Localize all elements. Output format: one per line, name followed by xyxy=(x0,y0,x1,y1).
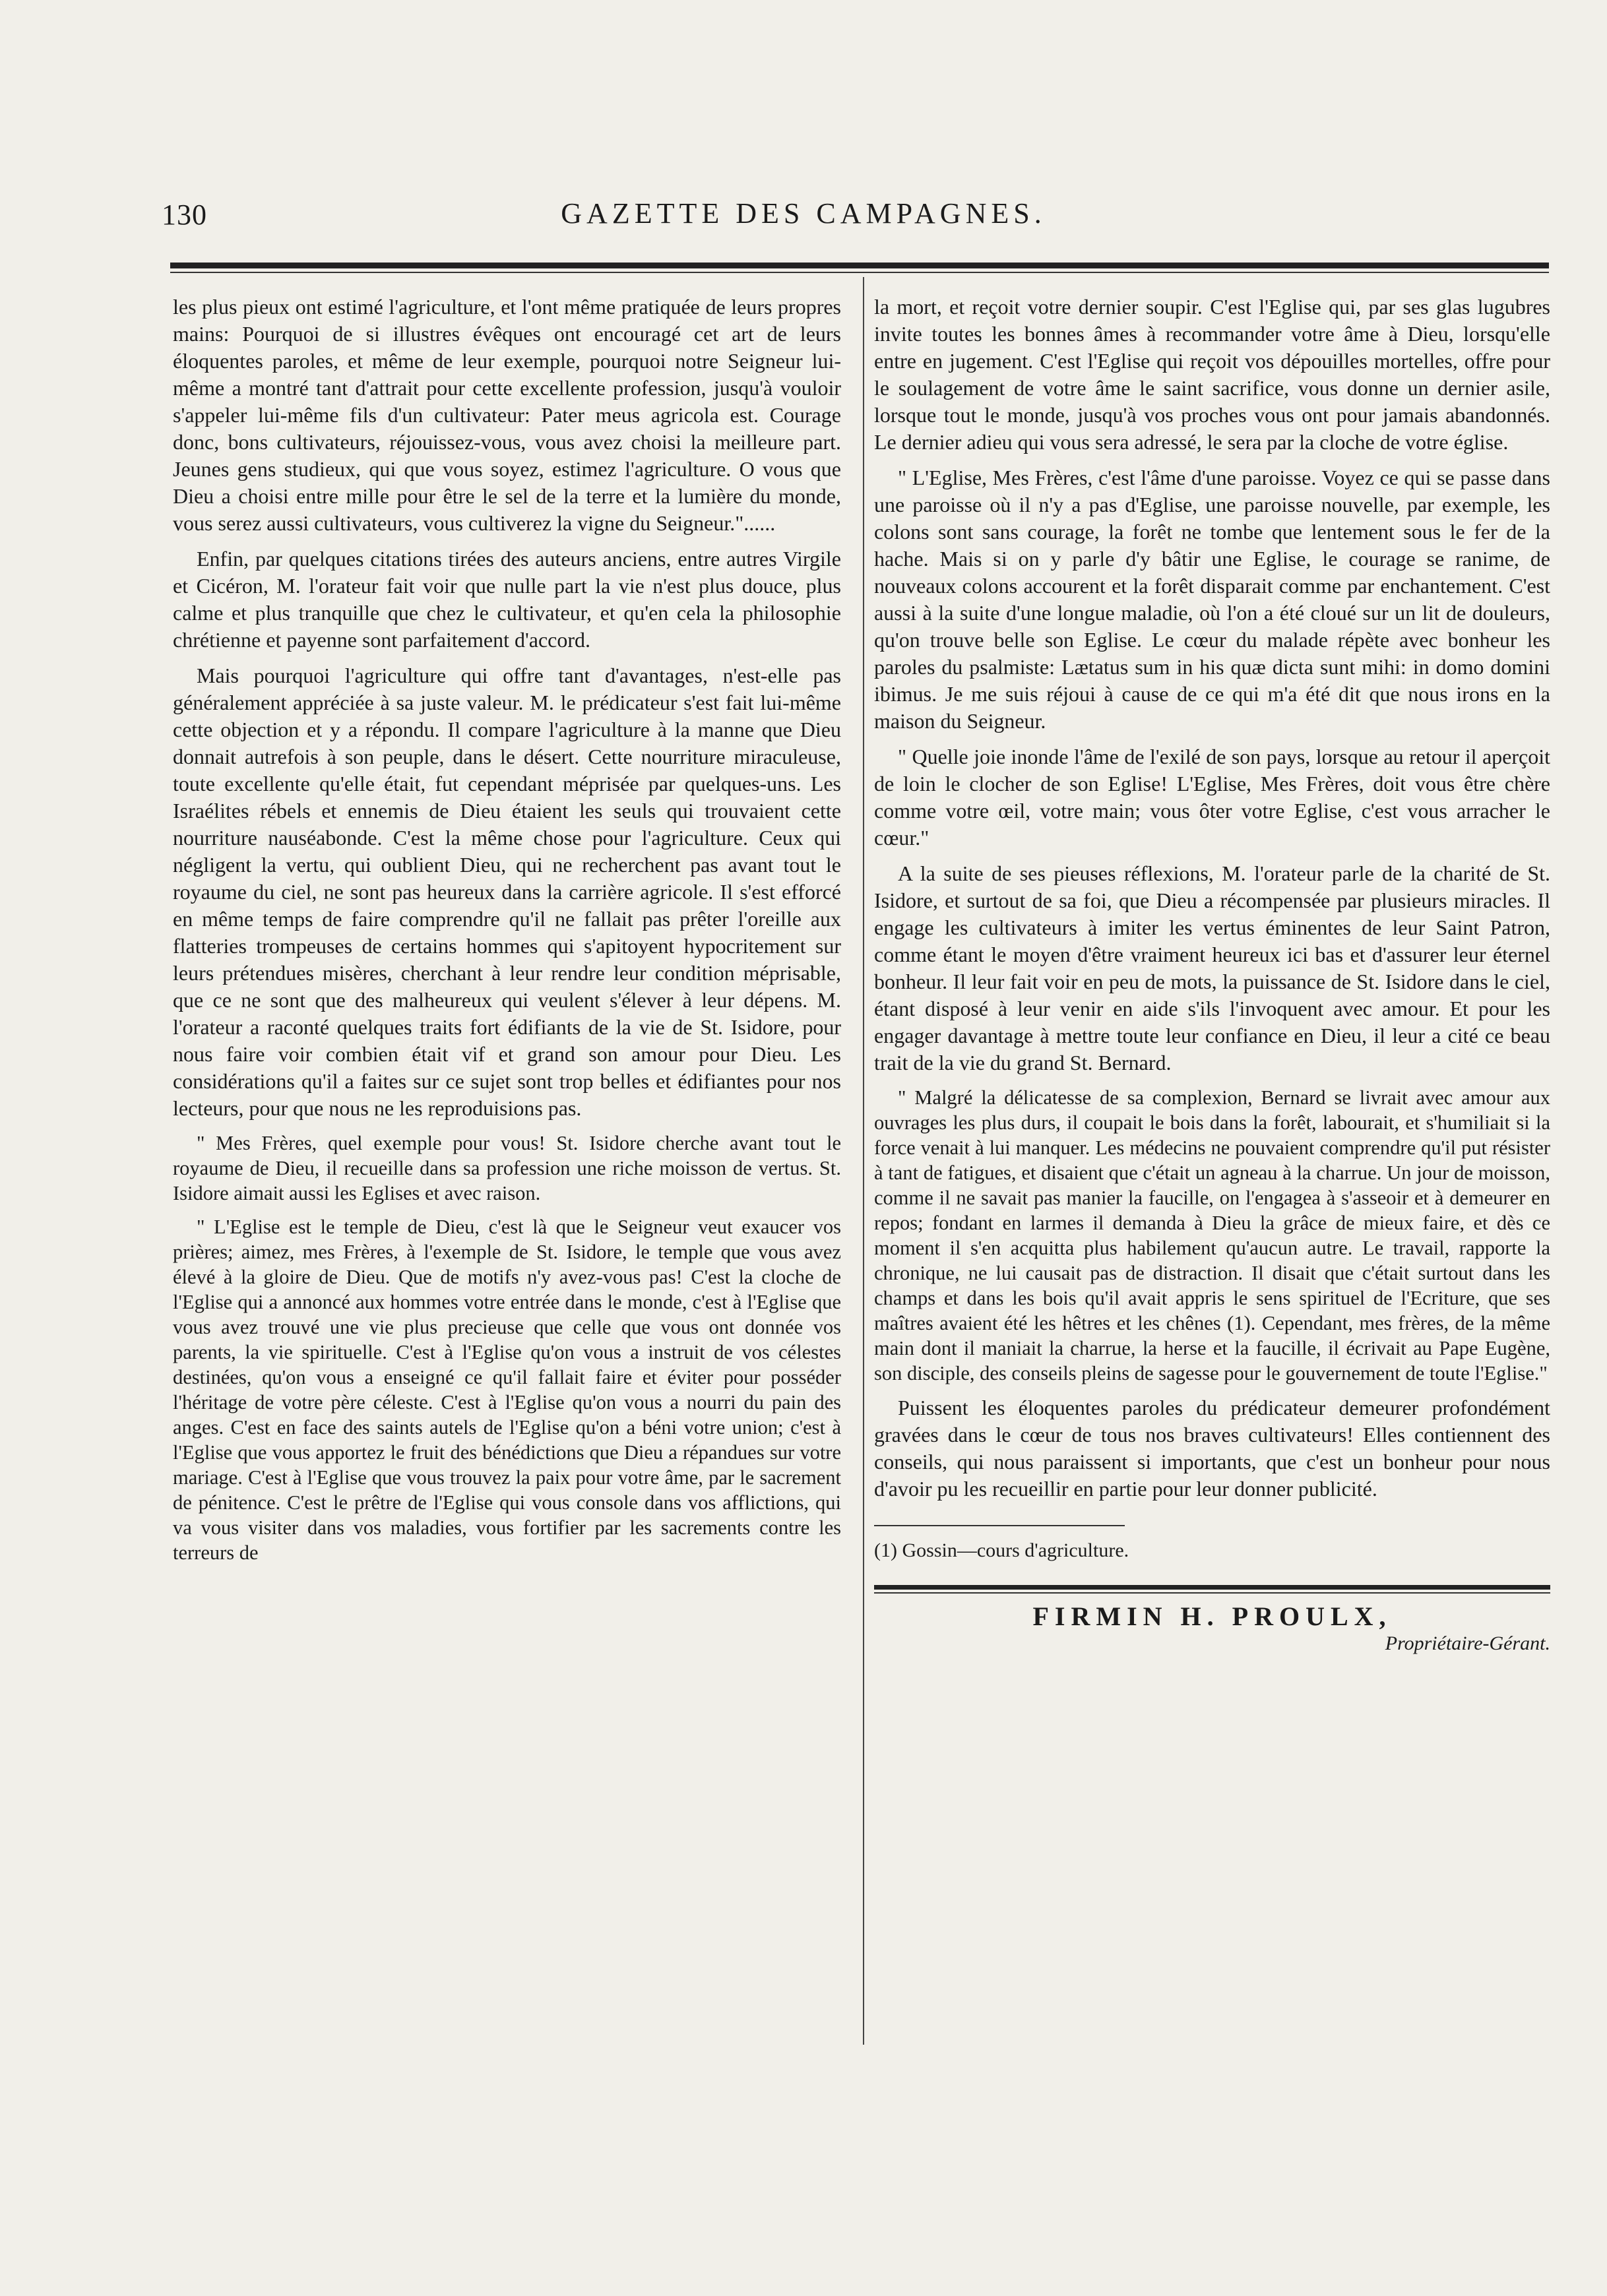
header-rule-thin xyxy=(170,272,1549,273)
footnote: (1) Gossin—cours d'agriculture. xyxy=(874,1539,1129,1561)
signature-title: Propriétaire-Gérant. xyxy=(1385,1632,1550,1654)
masthead-title: GAZETTE DES CAMPAGNES. xyxy=(561,197,1046,230)
footnote-rule xyxy=(874,1525,1125,1526)
left-paragraph-3: Mais pourquoi l'agriculture qui offre tant d'avantages, n'est-elle pas généralement appréciée à sa juste valeur. M. le prédicateur s'est fait lui-même cette objection et y a répondu. Il compare l'agriculture à la manne que Dieu donnait autrefois à son peuple, dans le désert. Cette nourriture miraculeuse, toute excellente qu'elle était, fut cependant méprisée par quelques-uns. Les Israélites rébels et ennemis de Dieu étaient les seuls qui trouvaient cette nourriture nauséabonde. C'est la même chose pour l'agriculture. Ceux qui négligent la vertu, qui oublient Dieu, qui ne recherchent pas avant tout le royaume du ciel, ne sont pas heureux dans la carrière agricole. Il s'est efforcé en même temps de faire comprendre qu'il ne fallait pas prêter l'oreille aux flatteries trompeuses de certains hommes qui s'apitoyent hypocritement sur leurs prétendues misères, cherchant à leur rendre leur condition méprisable, que ce ne sont que des malheureux qui veulent s'élever à leur dépens. M. l'orateur a raconté quelques traits fort édifiants de la vie de St. Isidore, pour nous faire voir combien était vif et grand son amour pour Dieu. Les considérations qu'il a faites sur ce sujet sont trop belles et édifiantes pour nos lecteurs, pour que nous ne les reproduisions pas. xyxy=(173,664,841,1120)
right-column xyxy=(874,294,1550,1657)
left-paragraph-5: " L'Eglise est le temple de Dieu, c'est là que le Seigneur veut exaucer vos prières; aimez, mes Frères, à l'exemple de St. Isidore, le temple que vous avez élevé à la gloire de Dieu. Que de motifs n'y avez-vous pas! C'est la cloche de l'Eglise qui a annoncé aux hommes votre entrée dans le monde, c'est à l'Eglise que vous avez trouvé une vie plus precieuse que celle que vous ont donnée vos parents, la vie spirituelle. C'est à l'Eglise qu'on vous a instruit de vos célestes destinées, qu'on vous a enseigné ce qu'il fallait faire et éviter pour posséder l'héritage de votre père céleste. C'est à l'Eglise qu'on vous a nourri du pain des anges. C'est en face des saints autels de l'Eglise qu'on a béni votre union; c'est à l'Eglise que vous apportez le fruit des bénédictions que Dieu a répandues sur votre mariage. C'est à l'Eglise que vous trouvez la paix pour votre âme, par le sacrement de pénitence. C'est le prêtre de l'Eglise qui vous console dans vos afflictions, qui va vous visiter dans vos maladies, vous fortifier par les sacrements contre les terreurs de xyxy=(173,1216,841,1564)
right-paragraph-6: Puissent les éloquentes paroles du prédicateur demeurer profondément gravées dans le cœur de tous nos braves cultivateurs! Elles contiennent des conseils, qui nous paraissent si importants, que c'est un bonheur pour nous d'avoir pu les recueillir en partie pour leur donner publicité. xyxy=(874,1396,1550,1501)
page-number: 130 xyxy=(162,199,207,231)
left-column xyxy=(173,294,841,1574)
right-paragraph-2: " L'Eglise, Mes Frères, c'est l'âme d'une paroisse. Voyez ce qui se passe dans une paroisse où il n'y a pas d'Eglise, une paroisse nouvelle, par exemple, les colons sont sans courage, la forêt ne tombe que lentement sous le fer de la hache. Mais si on y parle d'y bâtir une Eglise, le courage se ranime, de nouveaux colons accourent et la forêt disparait comme par enchantement. C'est aussi à la suite d'une longue maladie, où l'on a été cloué sur un lit de douleurs, qu'on trouve belle son Eglise. Le cœur du malade répète avec bonheur les paroles du psalmiste: Lætatus sum in his quæ dicta sunt mihi: in domo domini ibimus. Je me suis réjoui à cause de ce qui m'a été dit que nous irons en la maison du Seigneur. xyxy=(874,466,1550,733)
column-divider xyxy=(863,277,864,2045)
left-paragraph-1: les plus pieux ont estimé l'agriculture, et l'ont même pratiquée de leurs propres mains: Pourquoi de si illustres évêques ont encouragé cet art de leurs éloquentes paroles, et même de leur exemple, pourquoi notre Seigneur lui-même a montré tant d'attrait pour cette excellente profession, jusqu'à vouloir s'appeler lui-même fils d'un cultivateur: Pater meus agricola est. Courage donc, bons cultivateurs, réjouissez-vous, vous avez choisi la meilleure part. Jeunes gens studieux, qui que vous soyez, estimez l'agriculture. O vous que Dieu a choisi entre mille pour être le sel de la terre et la lumière du monde, vous serez aussi cultivateurs, vous cultiverez la vigne du Seigneur."...... xyxy=(173,295,841,535)
right-paragraph-3: " Quelle joie inonde l'âme de l'exilé de son pays, lorsque au retour il aperçoit de loin le clocher de son Eglise! L'Eglise, Mes Frères, doit vous être chère comme votre œil, votre main; vous ôter votre Eglise, c'est vous arracher le cœur." xyxy=(874,745,1550,850)
right-paragraph-5: " Malgré la délicatesse de sa complexion, Bernard se livrait avec amour aux ouvrages les plus durs, il coupait le bois dans la forêt, labourait, et s'humiliait si la force venait à lui manquer. Les médecins ne pouvaient comprendre qu'il put résister à tant de fatigues, et disaient que c'était un agneau à la charrue. Un jour de moisson, comme il ne savait pas manier la faucille, on l'engagea à s'asseoir et à demeurer en repos; fondant en larmes il demanda à Dieu la grâce de mieux faire, et dès ce moment il s'en acquitta plus habilement qu'aucun autre. Le travail, rapporte la chronique, ne lui causait pas de distraction. Il disait que c'était surtout dans les champs et dans les bois qu'il avait appris le sens spirituel de l'Ecriture, que ses maîtres avaient été les hêtres et les chênes (1). Cependant, mes frères, de la même main dont il maniait la charrue, la herse et la faucille, il écrivait au Pape Eugène, son disciple, des conseils pleins de sagesse pour le gouvernement de toute l'Eglise." xyxy=(874,1086,1550,1384)
signature-rule-thick xyxy=(874,1585,1550,1590)
signature-name: FIRMIN H. PROULX, xyxy=(1032,1601,1392,1631)
signature-rule-thin xyxy=(874,1592,1550,1594)
left-paragraph-2: Enfin, par quelques citations tirées des auteurs anciens, entre autres Virgile et Cicéron, M. l'orateur fait voir que nulle part la vie n'est plus douce, plus calme et plus tranquille que chez le cultivateur, et qu'en cela la philosophie chrétienne et payenne sont parfaitement d'accord. xyxy=(173,547,841,652)
right-paragraph-4: A la suite de ses pieuses réflexions, M. l'orateur parle de la charité de St. Isidore, et surtout de sa foi, que Dieu a récompensée par plusieurs miracles. Il engage les cultivateurs à imiter les vertus éminentes de leur Saint Patron, comme étant le moyen d'être vraiment heureux ici bas et d'assurer leur éternel bonheur. Il leur fait voir en peu de mots, la puissance de St. Isidore dans le ciel, étant disposé à leur venir en aide s'ils l'invoquent avec amour. Et pour les engager davantage à mettre toute leur confiance en Dieu, il leur a cité ce beau trait de la vie du grand St. Bernard. xyxy=(874,861,1550,1074)
left-paragraph-4: " Mes Frères, quel exemple pour vous! St. Isidore cherche avant tout le royaume de Dieu, il recueille dans sa profession une riche moisson de vertus. St. Isidore aimait aussi les Eglises et avec raison. xyxy=(173,1132,841,1204)
header-rule-thick xyxy=(170,263,1549,268)
right-paragraph-1: la mort, et reçoit votre dernier soupir. C'est l'Eglise qui, par ses glas lugubres invite toutes les bonnes âmes à recommander votre âme à Dieu, lorsqu'elle entre en jugement. C'est l'Eglise qui reçoit vos dépouilles mortelles, offre pour le soulagement de votre âme le saint sacrifice, vous donne un dernier asile, lorsque tout le monde, jusqu'à vos proches vous ont pour jamais abandonnés. Le dernier adieu qui vous sera adressé, le sera par la cloche de votre église. xyxy=(874,295,1550,454)
